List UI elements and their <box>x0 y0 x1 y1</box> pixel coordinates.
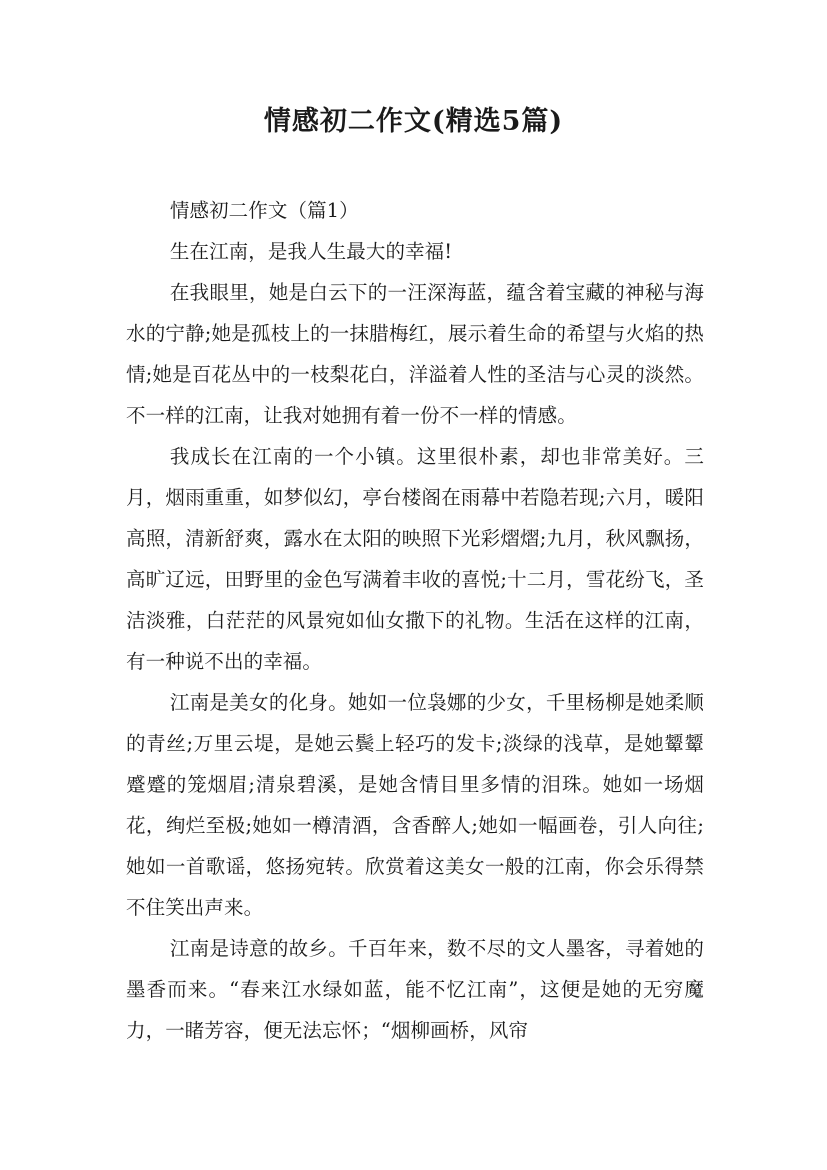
paragraph: 在我眼里，她是白云下的一汪深海蓝，蕴含着宝藏的神秘与海水的宁静;她是孤枝上的一抹腊梅红，展示着生命的希望与火焰的热情;她是百花丛中的一枝梨花白，洋溢着人性的圣洁与心灵的淡然。不一样的江南，让我对她拥有着一份不一样的情感。 <box>126 281 704 427</box>
paragraph: 江南是诗意的故乡。千百年来，数不尽的文人墨客，寻着她的墨香而来。“春来江水绿如蓝，能不忆江南”，这便是她的无穷魔力，一睹芳容，便无法忘怀；“烟柳画桥，风帘 <box>126 937 704 1042</box>
document-body <box>126 190 704 1051</box>
paragraph: 我成长在江南的一个小镇。这里很朴素，却也非常美好。三月，烟雨重重，如梦似幻，亭台楼阁在雨幕中若隐若现;六月，暖阳高照，清新舒爽，露水在太阳的映照下光彩熠熠;九月，秋风飘扬，高旷辽远，田野里的金色写满着丰收的喜悦;十二月，雪花纷飞，圣洁淡雅，白茫茫的风景宛如仙女撒下的礼物。生活在这样的江南，有一种说不出的幸福。 <box>126 445 704 673</box>
section-heading: 情感初二作文（篇1） <box>169 199 359 222</box>
paragraph: 生在江南，是我人生最大的幸福! <box>169 240 453 263</box>
paragraph: 江南是美女的化身。她如一位袅娜的少女，千里杨柳是她柔顺的青丝;万里云堤，是她云鬓上轻巧的发卡;淡绿的浅草，是她颦颦蹙蹙的笼烟眉;清泉碧溪，是她含情目里多情的泪珠。她如一场烟花，绚烂至极;她如一樽清酒，含香醉人;她如一幅画卷，引人向往;她如一首歌谣，悠扬宛转。欣赏着这美女一般的江南，你会乐得禁不住笑出声来。 <box>126 691 704 919</box>
document-title: 情感初二作文(精选5篇) <box>263 106 564 137</box>
